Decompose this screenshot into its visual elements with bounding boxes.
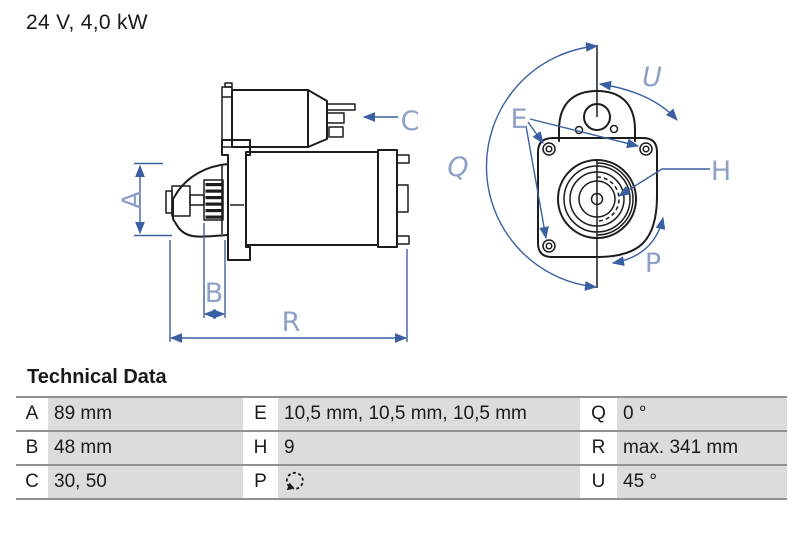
spec-value: max. 341 mm	[617, 432, 787, 464]
table-row	[16, 396, 787, 430]
solenoid-outline	[222, 83, 355, 147]
spec-value: 89 mm	[48, 398, 243, 430]
dimension-label-e: E	[510, 104, 528, 135]
motor-body	[246, 150, 409, 247]
dimension-label-a: A	[117, 190, 148, 210]
dimension-label-u: U	[642, 62, 662, 93]
spec-key: H	[243, 432, 278, 464]
table-row	[16, 430, 787, 464]
spec-key: B	[16, 432, 48, 464]
spec-key: E	[243, 398, 278, 430]
dimension-c	[364, 106, 419, 137]
dimension-a	[117, 164, 172, 236]
spec-key: P	[243, 466, 278, 498]
spec-value: 45 °	[617, 466, 787, 498]
side-view-dimensions	[117, 106, 419, 342]
side-view-drawing	[166, 83, 409, 260]
dimension-u	[600, 62, 677, 120]
spec-key: C	[16, 466, 48, 498]
dimension-label-q: Q	[447, 152, 469, 183]
pinion-gear	[204, 180, 223, 220]
technical-data-heading: Technical Data	[27, 366, 167, 388]
table-row	[16, 464, 787, 498]
dimension-label-p: P	[644, 248, 662, 279]
drive-end-housing	[166, 164, 228, 237]
spec-table	[16, 396, 787, 500]
spec-key: A	[16, 398, 48, 430]
spec-key: Q	[580, 398, 617, 430]
spec-key: U	[580, 466, 617, 498]
dimension-label-r: R	[281, 307, 301, 338]
dimension-label-h: H	[710, 156, 732, 187]
spec-value: 48 mm	[48, 432, 243, 464]
bolt-hole	[640, 143, 652, 155]
starter-motor-drawing	[0, 28, 800, 360]
spec-value: 9	[278, 432, 580, 464]
spec-value: 10,5 mm, 10,5 mm, 10,5 mm	[278, 398, 580, 430]
spec-value: 30, 50	[48, 466, 243, 498]
bolt-hole	[543, 240, 555, 252]
spec-key: R	[580, 432, 617, 464]
dimension-label-c: C	[400, 106, 420, 137]
dimension-label-b: B	[204, 278, 224, 309]
shaft-hub	[558, 45, 636, 288]
rotation-ccw-icon	[284, 470, 308, 494]
bolt-hole	[543, 143, 555, 155]
technical-drawing	[0, 28, 800, 360]
spec-value	[278, 466, 580, 498]
front-view-drawing	[538, 45, 657, 288]
spec-value: 0 °	[617, 398, 787, 430]
product-title: 24 V, 4,0 kW	[26, 11, 148, 34]
